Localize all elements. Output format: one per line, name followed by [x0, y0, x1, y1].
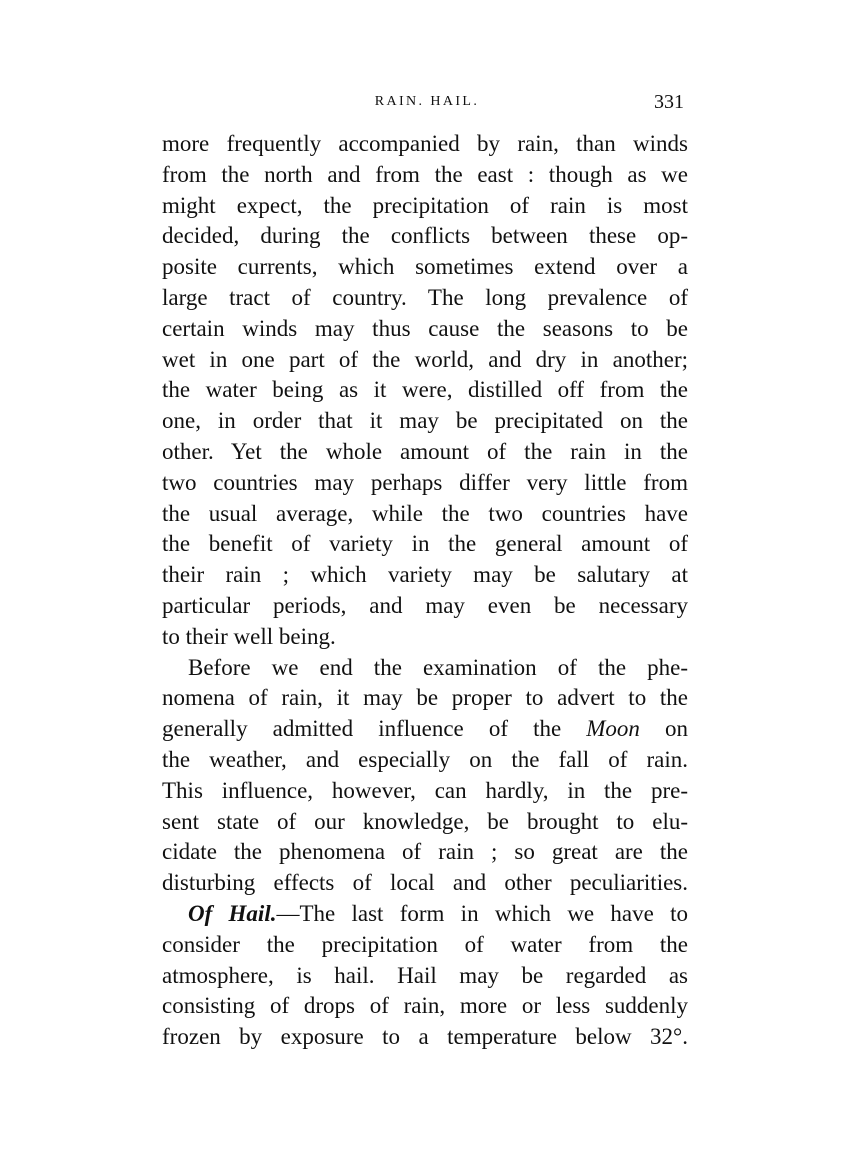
body-text: [162, 129, 688, 1053]
running-title: RAIN. HAIL.: [374, 94, 480, 109]
text-line: [162, 714, 688, 745]
moon-italic: Moon: [586, 716, 640, 742]
text-line: frozen by exposure to a temperature below 32°.: [162, 1024, 688, 1050]
text-line: atmosphere, is hail. Hail may be regarded as: [162, 962, 688, 988]
text-line: nomena of rain, it may be proper to advert to the: [162, 685, 688, 711]
text-line: wet in one part of the world, and dry in another;: [162, 346, 688, 372]
text-line: cidate the phenomena of rain ; so great are the: [162, 839, 688, 865]
text-line: one, in order that it may be precipitated on the: [162, 408, 688, 434]
text-line: more frequently accompanied by rain, than winds: [162, 131, 688, 156]
text-line: the weather, and especially on the fall of rain.: [162, 746, 688, 772]
text-line: certain winds may thus cause the seasons to be: [162, 315, 688, 341]
text-line: large tract of country. The long prevalence of: [162, 284, 688, 310]
text-line: to their well being.: [162, 623, 336, 649]
text-line: other. Yet the whole amount of the rain in the: [162, 438, 688, 464]
text-line: sent state of our knowledge, be brought to elu-: [162, 808, 688, 834]
text-line: disturbing effects of local and other peculiarities.: [162, 870, 688, 896]
text-line: This influence, however, can hardly, in the pre-: [162, 777, 688, 803]
text-line: from the north and from the east : though as we: [162, 161, 688, 187]
line-text: on: [639, 716, 688, 742]
text-line: [162, 899, 688, 930]
text-line: two countries may perhaps differ very little from: [162, 469, 688, 495]
text-line: the usual average, while the two countries have: [162, 500, 688, 526]
text-line: particular periods, and may even be necessary: [162, 592, 688, 618]
page-number: 331: [654, 91, 684, 113]
text-line: consider the precipitation of water from the: [162, 931, 688, 957]
text-line: decided, during the conflicts between these op-: [162, 223, 688, 249]
running-head: [162, 90, 692, 114]
line-text: generally admitted influence of the: [162, 716, 587, 742]
text-line: their rain ; which variety may be salutary at: [162, 562, 688, 588]
text-line: posite currents, which sometimes extend over a: [162, 254, 688, 280]
text-line: might expect, the precipitation of rain is most: [162, 192, 688, 218]
line-text: —The last form in which we have to: [276, 900, 688, 926]
text-line: consisting of drops of rain, more or less suddenly: [162, 993, 688, 1019]
text-line: Before we end the examination of the phe-: [188, 654, 688, 680]
section-heading-hail: Of Hail.: [188, 900, 277, 926]
text-line: the benefit of variety in the general amount of: [162, 531, 688, 557]
text-line: the water being as it were, distilled off from the: [162, 377, 688, 403]
